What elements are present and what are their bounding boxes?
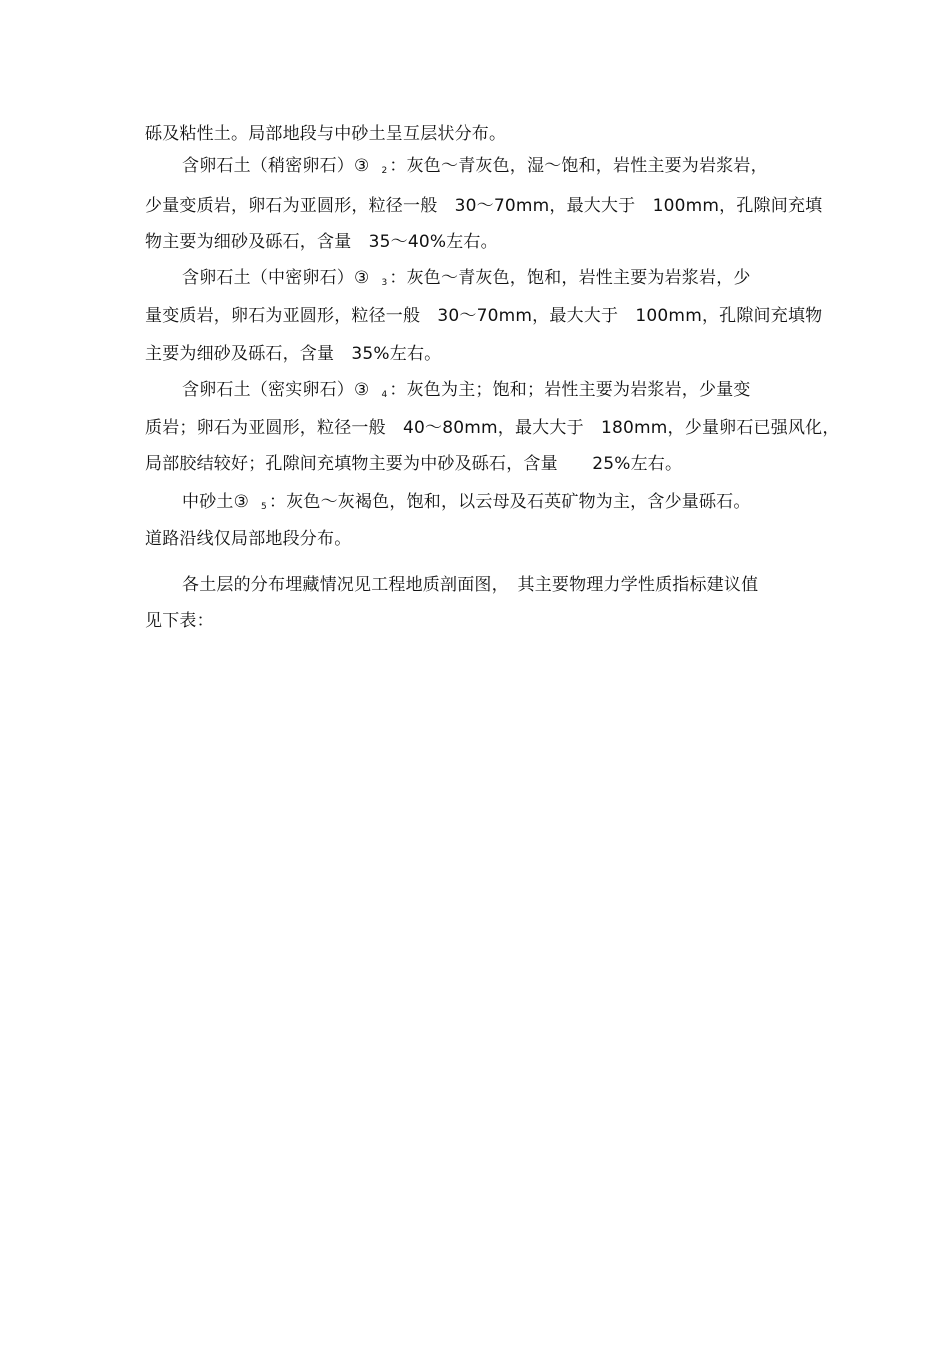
text-line: 各土层的分布埋藏情况见工程地质剖面图， 其主要物理力学性质指标建议值 — [182, 575, 759, 595]
text-line: 量变质岩，卵石为亚圆形，粒径一般 30～70mm，最大大于 100mm，孔隙间充填物 — [145, 306, 823, 326]
text-span: 含卵石土（稍密卵石）③ — [182, 156, 370, 176]
layer-subscript: 4 — [381, 390, 388, 400]
text-line: 道路沿线仅局部地段分布。 — [145, 529, 352, 549]
text-line: 见下表： — [145, 611, 214, 631]
layer-subscript: 3 — [381, 278, 388, 288]
text-line: 主要为细砂及砾石，含量 35%左右。 — [145, 344, 442, 364]
text-line — [182, 379, 751, 406]
text-line — [182, 267, 751, 294]
layer-subscript: 2 — [381, 166, 388, 176]
text-span: 含卵石土（密实卵石）③ — [182, 380, 370, 400]
text-line: 局部胶结较好；孔隙间充填物主要为中砂及砾石，含量 25%左右。 — [145, 454, 683, 474]
layer-subscript: 5 — [261, 502, 267, 512]
text-line: 少量变质岩，卵石为亚圆形，粒径一般 30～70mm，最大大于 100mm，孔隙间充填 — [145, 196, 823, 216]
text-span: 含卵石土（中密卵石）③ — [182, 268, 370, 288]
text-span: 中砂土③ — [182, 492, 250, 512]
text-line: 砾及粘性土。局部地段与中砂土呈互层状分布。 — [145, 124, 507, 144]
text-span: ：灰色为主；饱和；岩性主要为岩浆岩，少量变 — [389, 380, 751, 400]
text-span: ：灰色～青灰色，湿～饱和，岩性主要为岩浆岩， — [389, 156, 768, 176]
text-line: 质岩；卵石为亚圆形，粒径一般 40～80mm，最大大于 180mm，少量卵石已强风化， — [145, 418, 840, 438]
text-line: 物主要为细砂及砾石，含量 35～40%左右。 — [145, 232, 498, 252]
text-line — [182, 491, 751, 518]
text-span: ：灰色～灰褐色，饱和，以云母及石英矿物为主，含少量砾石。 — [268, 492, 751, 512]
text-line — [182, 155, 768, 182]
text-span: ：灰色～青灰色，饱和，岩性主要为岩浆岩，少 — [389, 268, 751, 288]
